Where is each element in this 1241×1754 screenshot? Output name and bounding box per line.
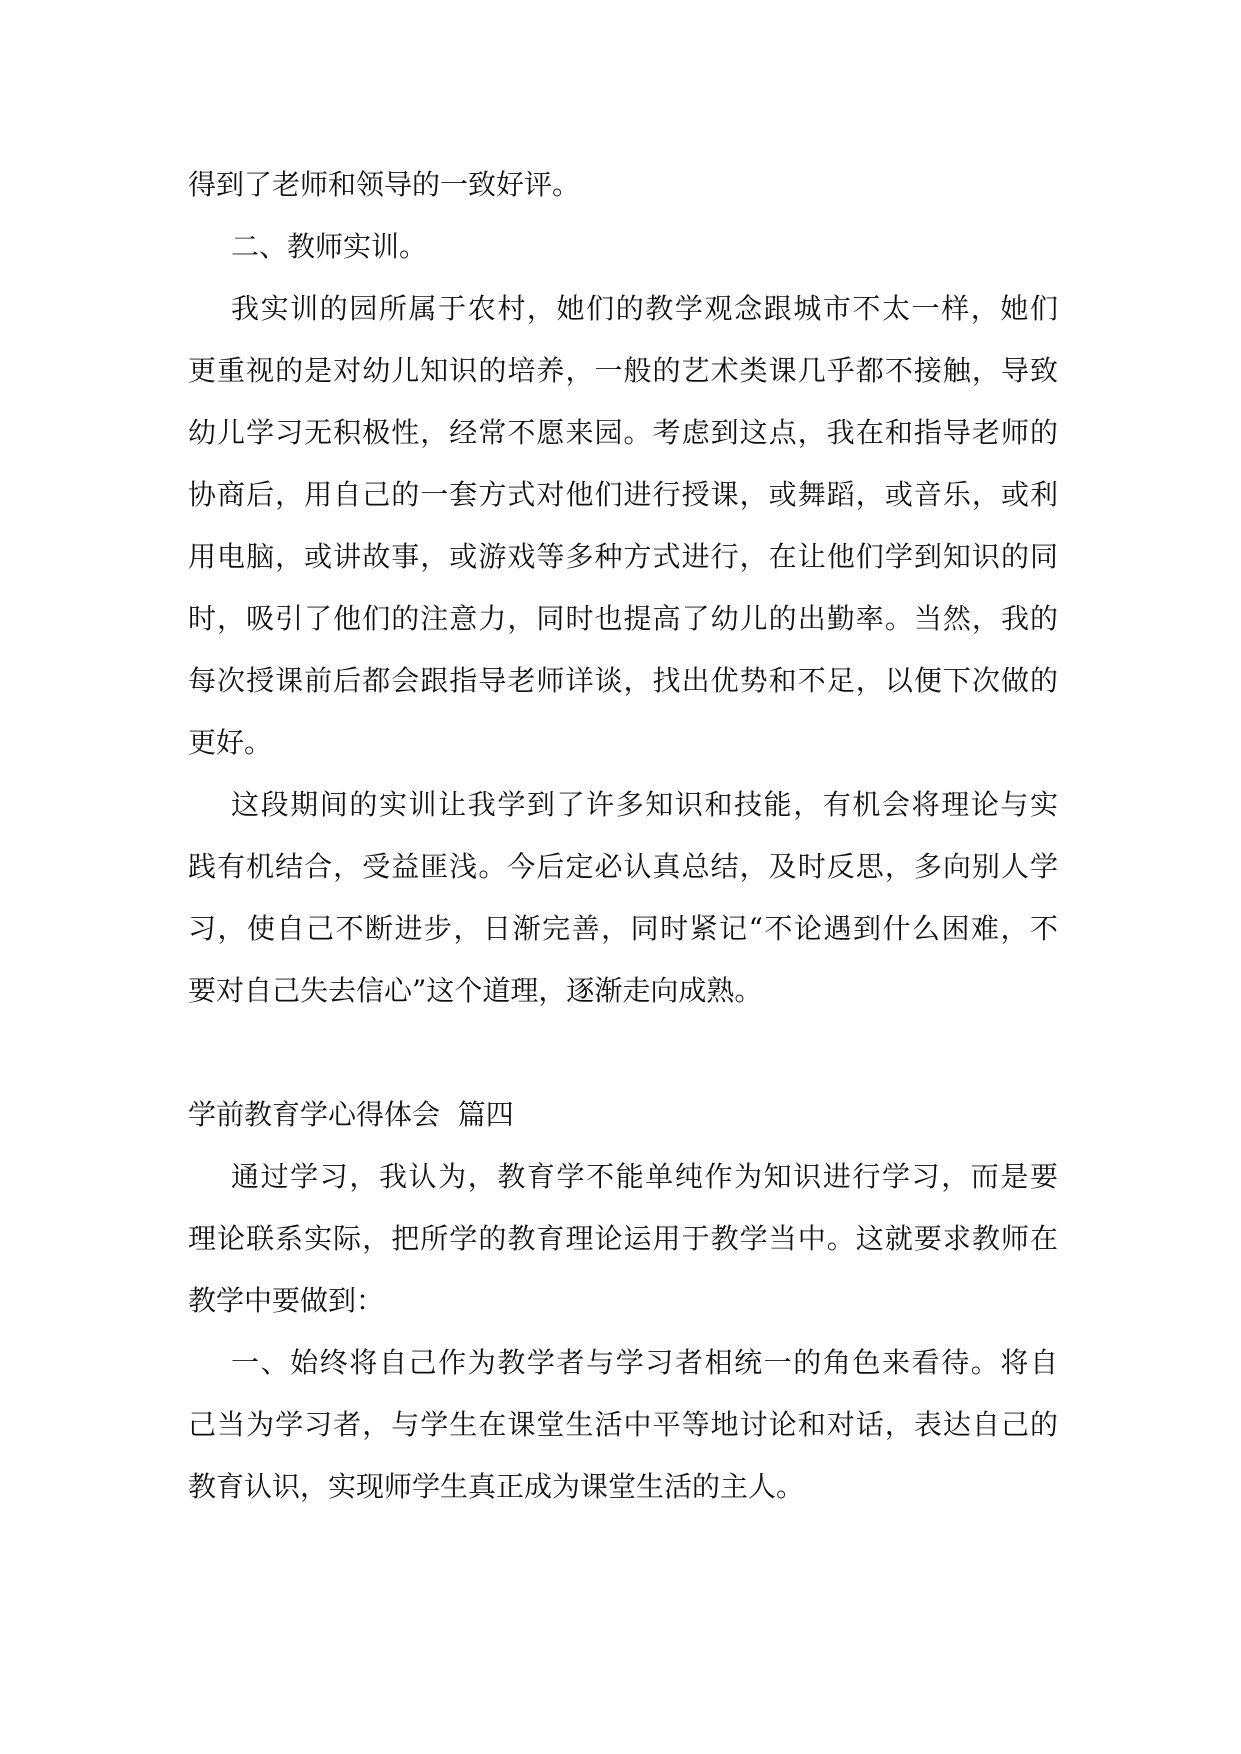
continuation-paragraph — [188, 154, 1058, 216]
paragraph-line: 用电脑，或讲故事，或游戏等多种方式进行，在让他们学到知识的同 — [188, 540, 1058, 573]
paragraph-line: 习，使自己不断进步，日渐完善，同时紧记“不论遇到什么困难，不 — [188, 912, 1058, 945]
paragraph-line: 通过学习，我认为，教育学不能单纯作为知识进行学习，而是要 — [231, 1160, 1058, 1193]
paragraph-line: 这段期间的实训让我学到了许多知识和技能，有机会将理论与实 — [231, 788, 1058, 821]
paragraph-line: 每次授课前后都会跟指导老师详谈，找出优势和不足，以便下次做的 — [188, 664, 1058, 697]
intro-paragraph — [188, 1146, 1058, 1332]
paragraph-line: 理论联系实际，把所学的教育理论运用于教学当中。这就要求教师在 — [188, 1222, 1058, 1255]
paragraph-line: 幼儿学习无积极性，经常不愿来园。考虑到这点，我在和指导老师的 — [188, 416, 1058, 449]
summary-paragraph — [188, 774, 1058, 1022]
paragraph-line: 教学中要做到： — [188, 1284, 385, 1317]
paragraph-line: 要对自己失去信心”这个道理，逐渐走向成熟。 — [188, 974, 763, 1007]
training-paragraph — [188, 278, 1058, 774]
paragraph-line: 得到了老师和领导的一致好评。 — [188, 168, 581, 201]
paragraph-line: 时，吸引了他们的注意力，同时也提高了幼儿的出勤率。当然，我的 — [188, 602, 1058, 635]
paragraph-line: 我实训的园所属于农村，她们的教学观念跟城市不太一样，她们 — [231, 292, 1058, 325]
part-four-title: 学前教育学心得体会 篇四 — [188, 1098, 514, 1131]
paragraph-line: 一、始终将自己作为教学者与学习者相统一的角色来看待。将自 — [231, 1346, 1058, 1379]
paragraph-line: 教育认识，实现师学生真正成为课堂生活的主人。 — [188, 1470, 805, 1503]
point-one-paragraph — [188, 1332, 1058, 1518]
section-spacer — [188, 1022, 1058, 1084]
paragraph-line: 更重视的是对幼儿知识的培养，一般的艺术类课几乎都不接触，导致 — [188, 354, 1058, 387]
section-heading-teacher-training: 二、教师实训。 — [231, 230, 428, 263]
paragraph-line: 己当为学习者，与学生在课堂生活中平等地讨论和对话，表达自己的 — [188, 1408, 1058, 1441]
document-body — [188, 154, 1058, 1518]
paragraph-line: 更好。 — [188, 726, 273, 759]
paragraph-line: 协商后，用自己的一套方式对他们进行授课，或舞蹈，或音乐，或利 — [188, 478, 1058, 511]
paragraph-line: 践有机结合，受益匪浅。今后定必认真总结，及时反思，多向别人学 — [188, 850, 1058, 883]
